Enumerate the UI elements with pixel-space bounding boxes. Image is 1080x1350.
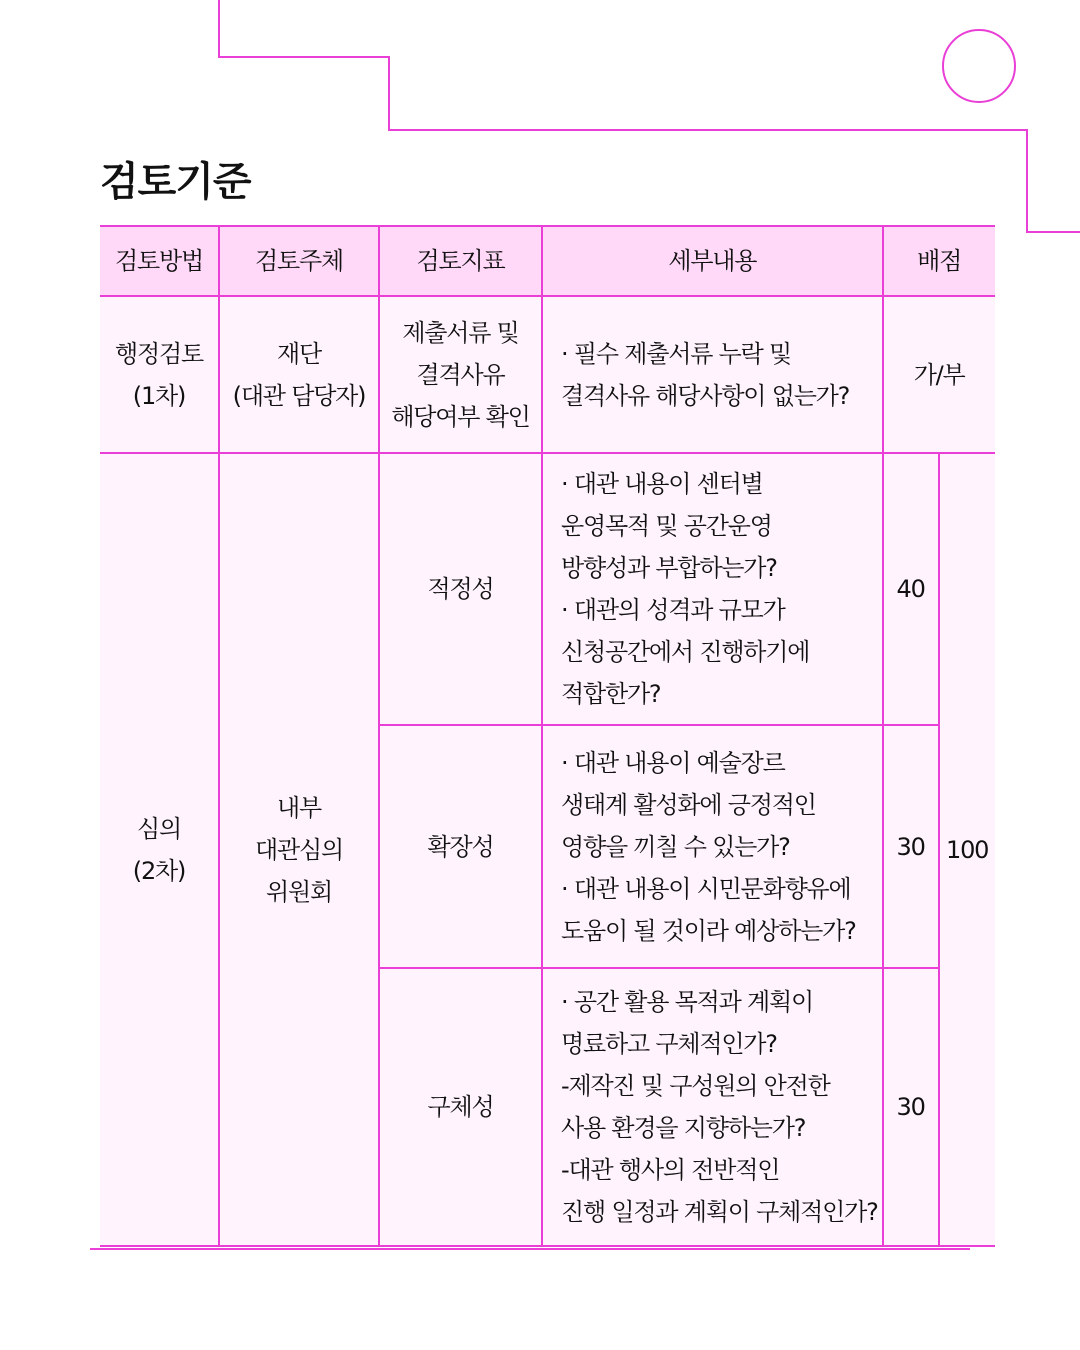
details-cell-admin (542, 296, 883, 453)
score-cell-appropriateness: 40 (883, 453, 939, 725)
header-indicator: 검토지표 (379, 226, 542, 296)
indicator-cell-appropriateness: 적정성 (379, 453, 542, 725)
detail-line: · 공간 활용 목적과 계획이 (561, 988, 813, 1016)
detail-line: 운영목적 및 공간운영 (561, 512, 772, 540)
reviewer-cell-admin (219, 296, 379, 453)
score-cell-admin: 가/부 (883, 296, 995, 453)
method-line: 심의 (137, 814, 181, 843)
reviewer-line: 대관심의 (255, 835, 343, 864)
detail-line: · 대관 내용이 센터별 (561, 470, 763, 498)
table-header-row (100, 226, 995, 296)
score-cell-expandability: 30 (883, 725, 939, 968)
detail-line: 적합한가? (561, 680, 661, 708)
total-score-cell: 100 (939, 453, 995, 1246)
decorative-circle-icon (943, 30, 1015, 102)
table-row-appropriateness (100, 453, 995, 725)
reviewer-line: (대관 담당자) (232, 381, 366, 410)
page-title: 검토기준 (100, 159, 251, 205)
detail-line: -대관 행사의 전반적인 (561, 1156, 780, 1184)
detail-line: 결격사유 해당사항이 없는가? (561, 381, 850, 410)
detail-line: 진행 일정과 계획이 구체적인가? (561, 1198, 878, 1226)
criteria-table-wrapper (100, 225, 995, 1247)
header-score: 배점 (883, 226, 995, 296)
detail-line: -제작진 및 구성원의 안전한 (561, 1072, 830, 1100)
header-details: 세부내용 (542, 226, 883, 296)
detail-line: 도움이 될 것이라 예상하는가? (561, 916, 856, 945)
indicator-cell-admin (379, 296, 542, 453)
reviewer-cell-review (219, 453, 379, 1246)
detail-line: · 대관의 성격과 규모가 (561, 596, 785, 624)
method-line: 행정검토 (115, 339, 203, 368)
detail-line: · 필수 제출서류 누락 및 (561, 339, 791, 368)
method-line: (2차) (132, 856, 186, 885)
indicator-cell-specificity: 구체성 (379, 968, 542, 1246)
method-line: (1차) (132, 381, 186, 410)
indicator-cell-expandability: 확장성 (379, 725, 542, 968)
criteria-table (100, 225, 995, 1247)
detail-line: · 대관 내용이 시민문화향유에 (561, 874, 851, 903)
score-cell-specificity: 30 (883, 968, 939, 1246)
decorative-step-line (219, 0, 1080, 232)
reviewer-line: 내부 (277, 793, 321, 822)
table-row-admin (100, 296, 995, 453)
method-cell-review (100, 453, 219, 1246)
detail-line: 명료하고 구체적인가? (561, 1030, 777, 1058)
detail-line: 방향성과 부합하는가? (561, 554, 777, 582)
decorative-lines (0, 0, 1080, 260)
detail-line: 사용 환경을 지향하는가? (561, 1114, 806, 1142)
details-cell-appropriateness (542, 453, 883, 725)
indicator-line: 결격사유 (416, 360, 505, 389)
table-bottom-rule (90, 1248, 970, 1250)
detail-line: 신청공간에서 진행하기에 (561, 638, 810, 666)
detail-line: 영향을 끼칠 수 있는가? (561, 832, 790, 861)
details-cell-expandability (542, 725, 883, 968)
details-cell-specificity (542, 968, 883, 1246)
reviewer-line: 재단 (277, 339, 321, 368)
indicator-line: 해당여부 확인 (391, 402, 530, 431)
reviewer-line: 위원회 (266, 877, 332, 906)
detail-line: · 대관 내용이 예술장르 (561, 748, 785, 777)
indicator-line: 제출서류 및 (402, 318, 519, 347)
method-cell-admin (100, 296, 219, 453)
detail-line: 생태계 활성화에 긍정적인 (561, 790, 816, 819)
header-method: 검토방법 (100, 226, 219, 296)
header-reviewer: 검토주체 (219, 226, 379, 296)
